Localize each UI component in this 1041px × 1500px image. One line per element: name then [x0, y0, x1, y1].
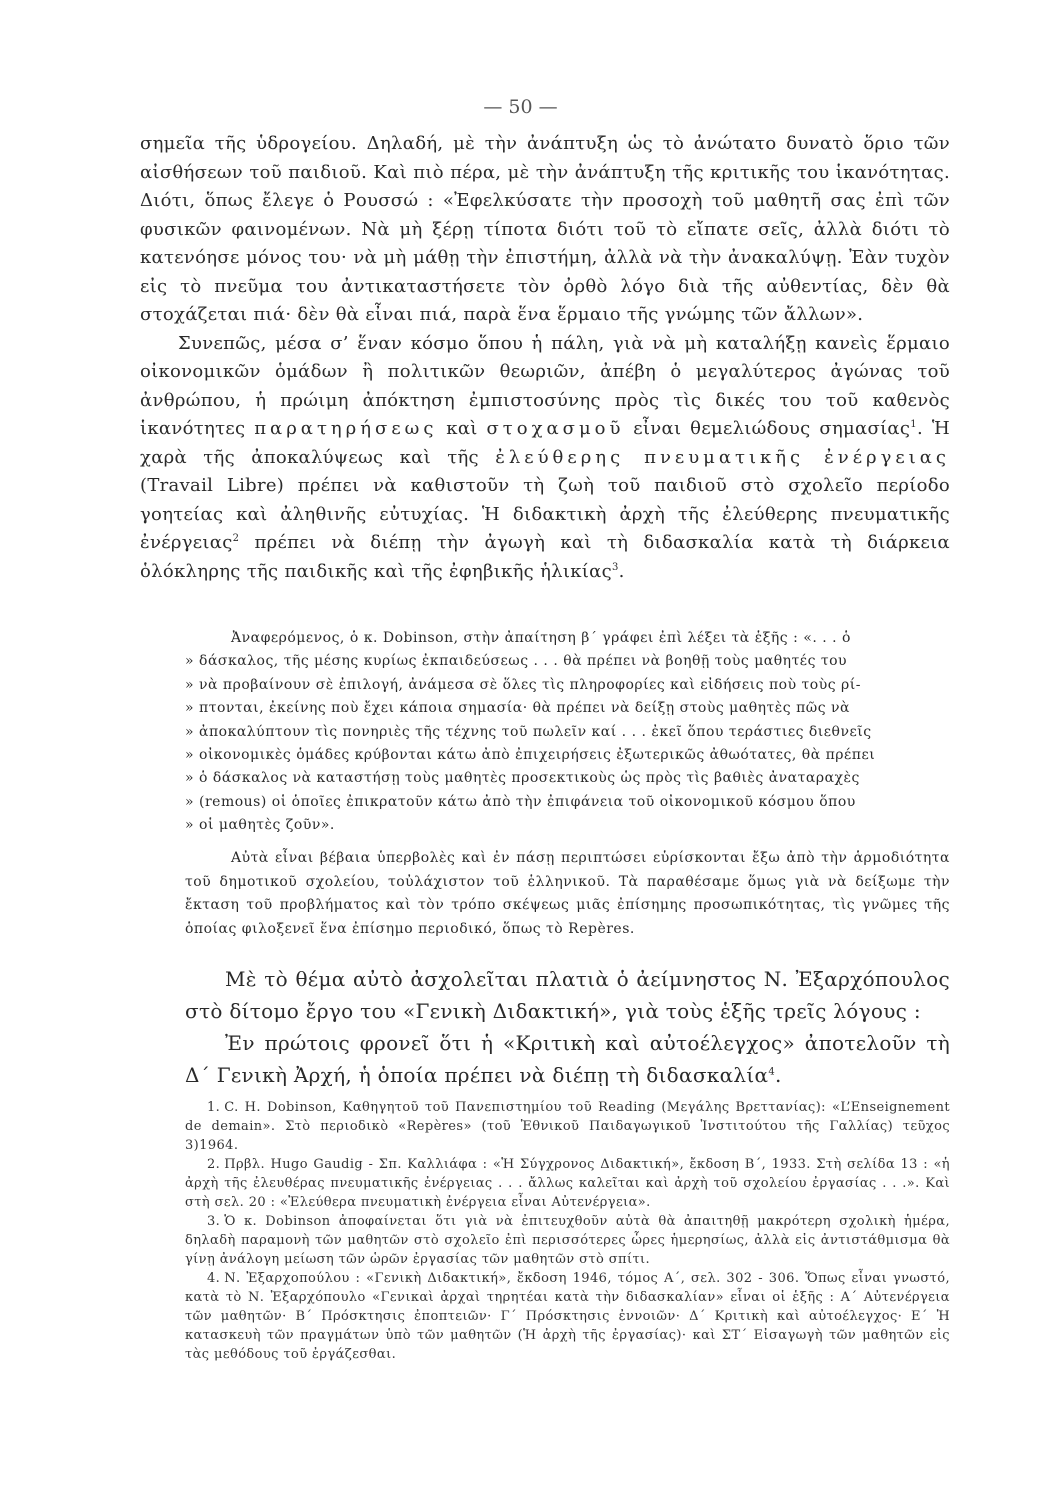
first-reason-text: Ἐν πρώτοις φρονεῖ ὅτι ἡ «Κριτικὴ καὶ αὐτοέλεγχος» ἀποτελοῦν τὴ Δ΄ Γενικὴ Ἀρχή, ἡ ὁποία πρέπει νὰ διέπῃ τὴ διδασκαλία: [185, 1031, 950, 1087]
p2-start: Συνεπῶς, μέσα σ’ ἕναν κόσμο ὅπου ἡ πάλη, γιὰ νὰ μὴ καταλήξῃ κανεὶς ἕρμαιο οἰκονομικῶν ὁμάδων ἢ πολιτικῶν θεωριῶν, ἀπέβη ὁ μεγαλύτερος ἀγώνας τοῦ ἀνθρώπου, ἡ πρώιμη ἀπόκτηση ἐμπιστοσύνης πρὸς τὶς δικές του τοῦ καθενὸς ἱκανότητες: [140, 332, 950, 439]
p2-final: .: [618, 560, 625, 582]
quote-line: » δάσκαλος, τῆς μέσης κυρίως ἐκπαιδεύσεως . . . θὰ πρέπει νὰ βοηθῇ τοὺς μαθητές του: [185, 653, 848, 670]
footnote-text: Πρβλ. Hugo Gaudig - Σπ. Καλλιάφα : «Ἡ Σύγχρονος Διδακτική», ἔκδοση Β΄, 1933. Στὴ σελίδα 13 : «ἡ ἀρχὴ τῆς ἐλευθέρας πνευματικῆς ἐνέργειας . . . ἄλλως καλεῖται καὶ ἀρχὴ τοῦ σχολείου ἐργασίας . . .». Καὶ στὴ σελ. 20 : «Ἐλεύθερα πνευματικὴ ἐνέργεια εἶναι Αὐτενέργεια».: [185, 1157, 950, 1210]
quote-line: Ἀναφερόμενος, ὁ κ. Dobinson, στὴν ἀπαίτηση β΄ γράφει ἐπὶ λέξει τὰ ἑξῆς : «. . . ὁ: [231, 630, 851, 646]
quote-line: » οἰκονομικὲς ὁμάδες κρύβονται κάτω ἀπὸ ἐπιχειρήσεις ἐξωτερικῶς ἀθωότατες, θὰ πρέπει: [185, 747, 876, 764]
dobinson-quote: [185, 627, 950, 838]
footnote-ref-2: 2: [232, 533, 240, 544]
footnote-ref-3: 3: [611, 561, 619, 573]
spaced-word-reflection: στοχασμοῦ: [486, 418, 625, 439]
p2-end2: πρέπει νὰ διέπῃ τὴν ἀγωγὴ καὶ τὴ διδασκαλία κατὰ τὴ διάρκεια ὁλόκληρης τῆς παιδικῆς καὶ τῆς ἐφηβικῆς ἡλικίας: [140, 532, 950, 582]
footnote-1: [185, 1098, 950, 1155]
spaced-word-observation: παρατηρήσεως: [254, 418, 438, 439]
spaced-phrase-free-activity: ἐλεύθερης πνευματικῆς ἐνέργειας: [495, 446, 950, 468]
p2-mid2: . Ἡ χαρὰ τῆς ἀποκαλύψεως καὶ τῆς: [140, 418, 950, 468]
footnote-text: C. H. Dobinson, Καθηγητοῦ τοῦ Πανεπιστημίου τοῦ Reading (Μεγάλης Βρεττανίας): «L’Enseignement de demain». Στὸ περιοδικὸ «Repères» (τοῦ Ἐθνικοῦ Παιδαγωγικοῦ Ἰνστιτούτου τῆς Γαλλίας) τεῦχος 3)1964.: [185, 1100, 950, 1153]
footnote-number: 3.: [207, 1214, 221, 1229]
paragraph-exarchopoulos: Μὲ τὸ θέμα αὐτὸ ἀσχολεῖται πλατιὰ ὁ ἀείμνηστος Ν. Ἐξαρχόπουλος στὸ δίτομο ἔργο του «Γενικὴ Διδακτική», γιὰ τοὺς ἑξῆς τρεῖς λόγους :: [185, 967, 950, 1023]
footnote-ref-1: 1: [910, 419, 917, 430]
paragraph-consequently: [140, 330, 950, 587]
footnote-number: 4.: [207, 1271, 221, 1286]
quote-line: » οἱ μαθητὲς ζοῦν».: [185, 817, 335, 834]
quote-line: » πτονται, ἐκείνης ποὺ ἔχει κάποια σημασία· θὰ πρέπει νὰ δείξῃ στοὺς μαθητὲς πῶς νὰ: [185, 700, 850, 717]
quote-line: » νὰ προβαίνουν σὲ ἐπιλογή, ἀνάμεσα σὲ ὅλες τὶς πληροφορίες καὶ εἰδήσεις ποὺ τοὺς ρί-: [185, 676, 861, 693]
commentary-paragraph: Αὐτὰ εἶναι βέβαια ὑπερβολὲς καὶ ἐν πάσῃ περιπτώσει εὑρίσκονται ἔξω ἀπὸ τὴν ἁρμοδιότητα τοῦ δημοτικοῦ σχολείου, τοὐλάχιστον τοῦ ἑλληνικοῦ. Τὰ παραθέσαμε ὅμως γιὰ νὰ δείξωμε τὴν ἔκταση τοῦ προβλήματος καὶ τὸν τρόπο σκέψεως μιᾶς ἐπίσημης προσωπικότητας, τὶς γνῶμες τῆς ὁποίας φιλοξενεῖ ἕνα ἐπίσημο περιοδικό, ὅπως τὸ Repères.: [185, 850, 950, 937]
main-text: [140, 130, 950, 586]
footnote-number: 2.: [207, 1157, 221, 1172]
p2-mid: εἶναι θεμελιώδους σημασίας: [633, 418, 911, 439]
p2-and: καὶ: [446, 418, 478, 439]
quote-line: » ὁ δάσκαλος νὰ καταστήσῃ τοὺς μαθητὲς προσεκτικοὺς ὡς πρὸς τὶς βαθιὲς ἀναταραχὲς: [185, 770, 860, 787]
p2-end: (Travail Libre) πρέπει νὰ καθιστοῦν τὴ ζωὴ τοῦ παιδιοῦ στὸ σχολεῖο περίοδο γοητείας καὶ ἀληθινῆς εὐτυχίας. Ἡ διδακτικὴ ἀρχὴ τῆς ἐλεύθερης πνευματικῆς ἐνέργειας: [140, 475, 950, 553]
footnote-4: [185, 1269, 950, 1364]
paragraph-first-reason: [185, 1027, 950, 1091]
footnote-number: 1.: [207, 1100, 221, 1115]
footnote-text: Ὁ κ. Dobinson ἀποφαίνεται ὅτι γιὰ νὰ ἐπιτευχθοῦν αὐτὰ θὰ ἀπαιτηθῇ μακρότερη σχολικὴ ἡμέρα, δηλαδὴ παραμονὴ τῶν μαθητῶν στὸ σχολεῖο ἐπὶ περισσότερες ὧρες ἡμερησίως, ἀλλὰ εἰς ἀντιστάθμισμα θὰ γίνῃ ἀνάλογη μείωση τῶν ὡρῶν ἐργασίας τῶν μαθητῶν στὸ σπίτι.: [185, 1214, 950, 1267]
page-number: — 50 —: [483, 96, 558, 118]
paragraph-rousseau: σημεῖα τῆς ὑδρογείου. Δηλαδή, μὲ τὴν ἀνάπτυξη ὡς τὸ ἀνώτατο δυνατὸ ὅριο τῶν αἰσθήσεων τοῦ παιδιοῦ. Καὶ πιὸ πέρα, μὲ τὴν ἀνάπτυξη τῆς κριτικῆς του ἱκανότητας. Διότι, ὅπως ἔλεγε ὁ Ρουσσώ : «Ἐφελκύσατε τὴν προσοχὴ τοῦ μαθητῆ σας ἐπὶ τῶν φυσικῶν φαινομένων. Νὰ μὴ ξέρῃ τίποτα διότι τοῦ τὸ εἴπατε σεῖς, ἀλλὰ διότι τὸ κατενόησε μόνος του· νὰ μὴ μάθῃ τὴν ἐπιστήμη, ἀλλὰ νὰ τὴν ἀνακαλύψῃ. Ἐὰν τυχὸν εἰς τὸ πνεῦμα του ἀντικαταστήσετε τὸν ὀρθὸ λόγο διὰ τῆς αὐθεντίας, δὲν θὰ στοχάζεται πιά· δὲν θὰ εἶναι πιά, παρὰ ἕνα ἕρμαιο τῆς γνώμης τῶν ἄλλων».: [140, 133, 950, 325]
footnotes: [185, 1098, 950, 1364]
footnote-3: [185, 1212, 950, 1269]
quote-line: » (remous) οἱ ὁποῖες ἐπικρατοῦν κάτω ἀπὸ τὴν ἐπιφάνεια τοῦ οἰκονομικοῦ κόσμου ὅπου: [185, 793, 856, 810]
footnote-text: Ν. Ἐξαρχοπούλου : «Γενικὴ Διδακτική», ἔκδοση 1946, τόμος Α΄, σελ. 302 - 306. Ὅπως εἶναι γνωστό, κατὰ τὸ Ν. Ἐξαρχόπουλο «Γενικαὶ ἀρχαὶ τηρητέαι κατὰ τὴν διδασκαλίαν» εἶναι οἱ ἑξῆς : Α΄ Αὐτενέργεια τῶν μαθητῶν· Β΄ Πρόσκτησις ἐποπτειῶν· Γ΄ Πρόσκτησις ἐννοιῶν· Δ΄ Κριτικὴ καὶ αὐτοέλεγχος· Ε΄ Ἡ κατασκευὴ τῶν πραγμάτων ὑπὸ τῶν μαθητῶν (Ἡ ἀρχὴ τῆς ἐργασίας)· καὶ ΣΤ΄ Εἰσαγωγὴ τῶν μαθητῶν εἰς τὰς μεθόδους τοῦ ἐργάζεσθαι.: [185, 1271, 950, 1362]
quote-line: » ἀποκαλύπτουν τὶς πονηριὲς τῆς τέχνης τοῦ πωλεῖν καί . . . ἐκεῖ ὅπου τεράστιες διεθνεῖς: [185, 723, 872, 740]
first-reason-end: .: [774, 1063, 782, 1087]
exarchopoulos-section: [185, 963, 950, 1091]
footnote-ref-4: 4: [768, 1066, 775, 1078]
footnote-2: [185, 1155, 950, 1212]
